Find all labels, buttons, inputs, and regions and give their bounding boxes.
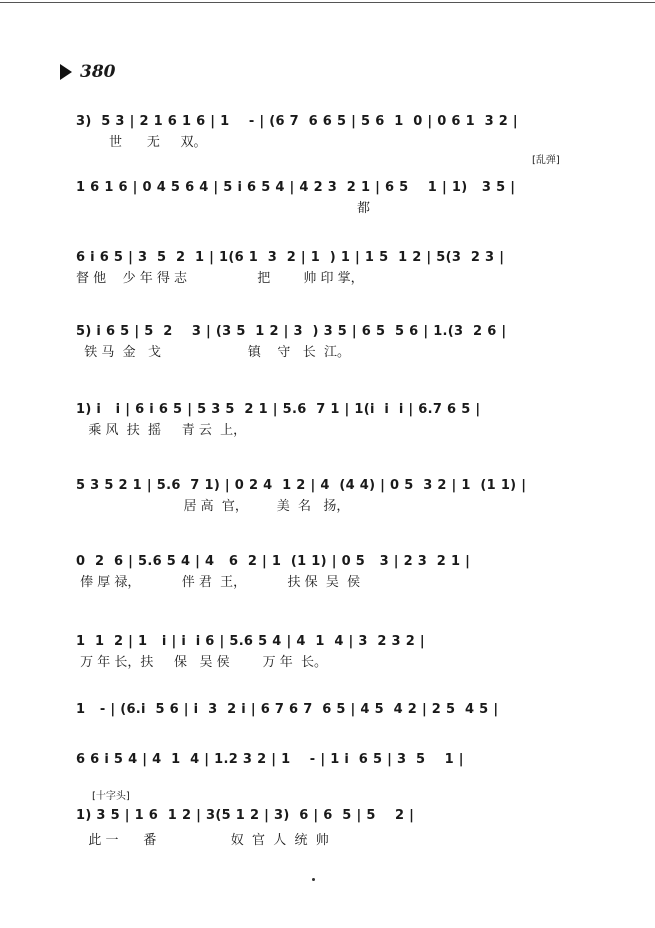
notation-line: 0 2 6 | 5.6 5 4 | 4 6 2 | 1 (1 1) | 0 5 3 | 2 3 2 1 | <box>76 554 471 569</box>
tag-luantan: [乱弹] <box>532 155 560 166</box>
notation-line: 5 3 5 2 1 | 5.6 7 1) | 0 2 4 1 2 | 4 (4 4) | 0 5 3 2 | 1 (1 1) | <box>76 478 527 493</box>
lyrics-line: 俸 厚 禄， 伴 君 王， 扶 保 吴 侯 <box>76 575 361 590</box>
triangle-marker-icon <box>60 64 72 80</box>
lyrics-line: 世 无 双。 <box>76 135 207 150</box>
top-rule <box>0 2 655 3</box>
notation-line: 3) 5 3 | 2 1 6 1 6 | 1 - | (6 7 6 6 5 | 5 6 1 0 | 0 6 1 3 2 | <box>76 114 518 129</box>
lyrics-line: 都 <box>76 201 370 216</box>
page-header <box>60 60 116 84</box>
footer-dot <box>312 878 315 881</box>
page-number: 380 <box>80 62 116 82</box>
lyrics-line <box>76 722 586 740</box>
lyrics-line: 督 他 少 年 得 志 把 帅 印 掌， <box>76 271 364 286</box>
notation-line: 1) i i | 6 i 6 5 | 5 3 5 2 1 | 5.6 7 1 | 1(i i i | 6.7 6 5 | <box>76 402 481 417</box>
lyrics-line <box>76 772 586 790</box>
lyrics-line: 此 一 番 奴 官 人 统 帅 <box>76 833 329 848</box>
notation-line: 6 6 i 5 4 | 4 1 4 | 1.2 3 2 | 1 - | 1 i 6 5 | 3 5 1 | <box>76 752 464 767</box>
notation-line: 5) i 6 5 | 5 2 3 | (3 5 1 2 | 3 ) 3 5 | 6 5 5 6 | 1.(3 2 6 | <box>76 324 507 339</box>
notation-line: 1) 3 5 | 1 6 1 2 | 3(5 1 2 | 3) 6 | 6 5 | 5 2 | <box>76 808 415 823</box>
lyrics-line: 乘 风 扶 摇 青 云 上， <box>76 423 247 438</box>
lyrics-line: 万 年 长，扶 保 吴 侯 万 年 长。 <box>76 655 328 670</box>
lyrics-line: 铁 马 金 戈 镇 守 长 江。 <box>76 345 351 360</box>
notation-line: 1 - | (6.i 5 6 | i 3 2 i | 6 7 6 7 6 5 | 4 5 4 2 | 2 5 4 5 | <box>76 702 499 717</box>
notation-line: 6 i 6 5 | 3 5 2 1 | 1(6 1 3 2 | 1 ) 1 | 1 5 1 2 | 5(3 2 3 | <box>76 250 505 265</box>
notation-line: 1 6 1 6 | 0 4 5 6 4 | 5 i 6 5 4 | 4 2 3 2 1 | 6 5 1 | 1) 3 5 | <box>76 180 516 195</box>
notation-line: 1 1 2 | 1 i | i i 6 | 5.6 5 4 | 4 1 4 | 3 2 3 2 | <box>76 634 425 649</box>
lyrics-line: 居 高 官， 美 名 扬， <box>76 499 350 514</box>
tag-shizitou: [十字头] <box>92 791 130 802</box>
